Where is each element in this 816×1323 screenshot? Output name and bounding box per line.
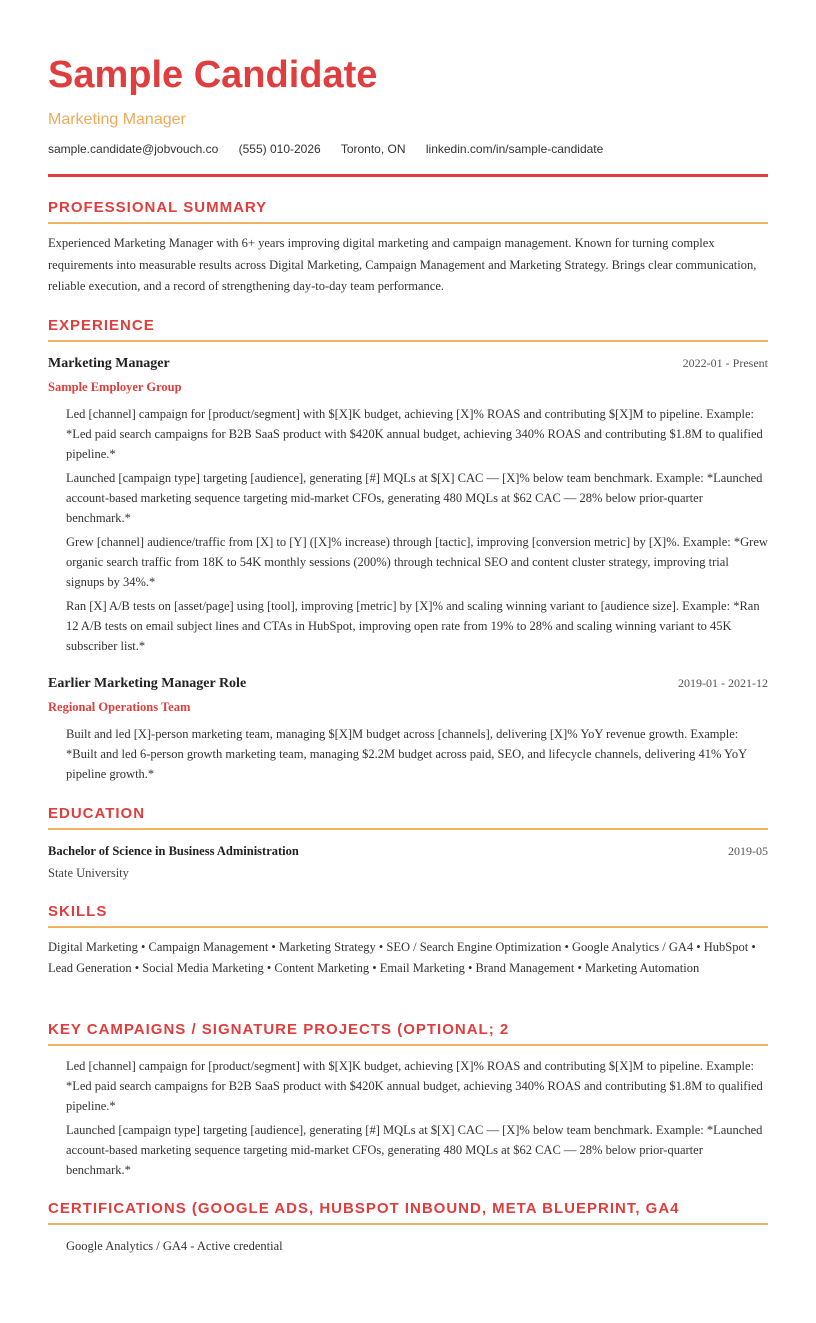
degree: Bachelor of Science in Business Administration	[48, 844, 299, 858]
bullet-item: Grew [channel] audience/traffic from [X] to [Y] ([X]% increase) through [tactic], improving [conversion metric] by [X]%. Example: *Grew organic search traffic from 18K to 54K monthly sessions (200%) through technical SEO and content cluster strategy, improving trial signups by 34%.*	[66, 535, 768, 589]
job-title: Marketing Manager	[48, 356, 170, 371]
summary-text: Experienced Marketing Manager with 6+ years improving digital marketing and campaign management. Known for turning complex requirements into measurable results across Digital Marketing, Campaign Management and Marketing Strategy. Brings clear communication, reliable execution, and a record of strengthening day-to-day team performance.	[48, 236, 757, 293]
job-bullets	[66, 404, 768, 660]
education-divider	[48, 828, 768, 830]
job-title: Earlier Marketing Manager Role	[48, 676, 247, 691]
graduation-date: 2019-05	[728, 844, 768, 858]
candidate-name: Sample Candidate	[48, 54, 378, 96]
experience-divider	[48, 340, 768, 342]
experience-heading: EXPERIENCE	[48, 317, 155, 334]
certification-list	[66, 1236, 768, 1260]
employer-name: Regional Operations Team	[48, 700, 191, 714]
job-bullets	[66, 724, 768, 788]
job-dates: 2019-01 - 2021-12	[678, 676, 768, 690]
bullet-item: Led [channel] campaign for [product/segment] with $[X]K budget, achieving [X]% ROAS and contributing $[X]M to pipeline. Example: *Led paid search campaigns for B2B SaaS product with $420K annual budget, achieving 340% ROAS and contributing $1.8M to qualified pipeline.*	[66, 1059, 763, 1113]
employer-name: Sample Employer Group	[48, 380, 182, 394]
bullet-item: Led [channel] campaign for [product/segment] with $[X]K budget, achieving [X]% ROAS and contributing $[X]M to pipeline. Example: *Led paid search campaigns for B2B SaaS product with $420K annual budget, achieving 340% ROAS and contributing $1.8M to qualified pipeline.*	[66, 407, 763, 461]
certifications-heading: CERTIFICATIONS (GOOGLE ADS, HUBSPOT INBOUND, META BLUEPRINT, GA4	[48, 1200, 680, 1217]
skills-divider	[48, 926, 768, 928]
skills-list: Digital Marketing • Campaign Management • Marketing Strategy • SEO / Search Engine Optimization • Google Analytics / GA4 • HubSpot • Lead Generation • Social Media Marketing • Content Marketing • Email Marketing • Brand Management • Marketing Automation	[48, 940, 756, 975]
campaigns-divider	[48, 1044, 768, 1046]
bullet-item: Launched [campaign type] targeting [audience], generating [#] MQLs at $[X] CAC — [X]% below team benchmark. Example: *Launched account-based marketing sequence targeting mid-market CFOs, generating 480 MQLs at $62 CAC — 28% below prior-quarter benchmark.*	[66, 1123, 763, 1177]
skills-heading: SKILLS	[48, 903, 108, 920]
bullet-item: Built and led [X]-person marketing team, managing $[X]M budget across [channels], delivering [X]% YoY revenue growth. Example: *Built and led 6-person growth marketing team, managing $2.2M budget across paid, SEO, and lifecycle channels, delivering 41% YoY pipeline growth.*	[66, 727, 747, 781]
contact-linkedin[interactable]: linkedin.com/in/sample-candidate	[425, 142, 604, 156]
contact-email[interactable]: sample.candidate@jobvouch.co	[48, 142, 219, 156]
campaigns-heading: KEY CAMPAIGNS / SIGNATURE PROJECTS (OPTIONAL; 2	[48, 1021, 510, 1038]
contact-location: Toronto, ON	[340, 142, 406, 156]
bullet-item: Ran [X] A/B tests on [asset/page] using [tool], improving [metric] by [X]% and scaling winning variant to [audience size]. Example: *Ran 12 A/B tests on email subject lines and CTAs in HubSpot, improving open rate from 19% to 28% and scaling winning variant to 45K subscriber list.*	[66, 599, 760, 653]
bullet-item: Launched [campaign type] targeting [audience], generating [#] MQLs at $[X] CAC — [X]% below team benchmark. Example: *Launched account-based marketing sequence targeting mid-market CFOs, generating 480 MQLs at $62 CAC — 28% below prior-quarter benchmark.*	[66, 471, 763, 525]
summary-heading: PROFESSIONAL SUMMARY	[48, 199, 268, 216]
candidate-role: Marketing Manager	[48, 111, 186, 128]
education-heading: EDUCATION	[48, 805, 146, 822]
header-divider	[48, 174, 768, 177]
contact-phone: (555) 010-2026	[238, 142, 321, 156]
job-dates: 2022-01 - Present	[682, 356, 768, 370]
campaign-bullets	[66, 1056, 768, 1184]
school-name: State University	[48, 866, 129, 880]
certifications-divider	[48, 1223, 768, 1225]
certification-item: Google Analytics / GA4 - Active credential	[66, 1239, 283, 1253]
contact-line	[48, 141, 620, 157]
summary-divider	[48, 222, 768, 224]
